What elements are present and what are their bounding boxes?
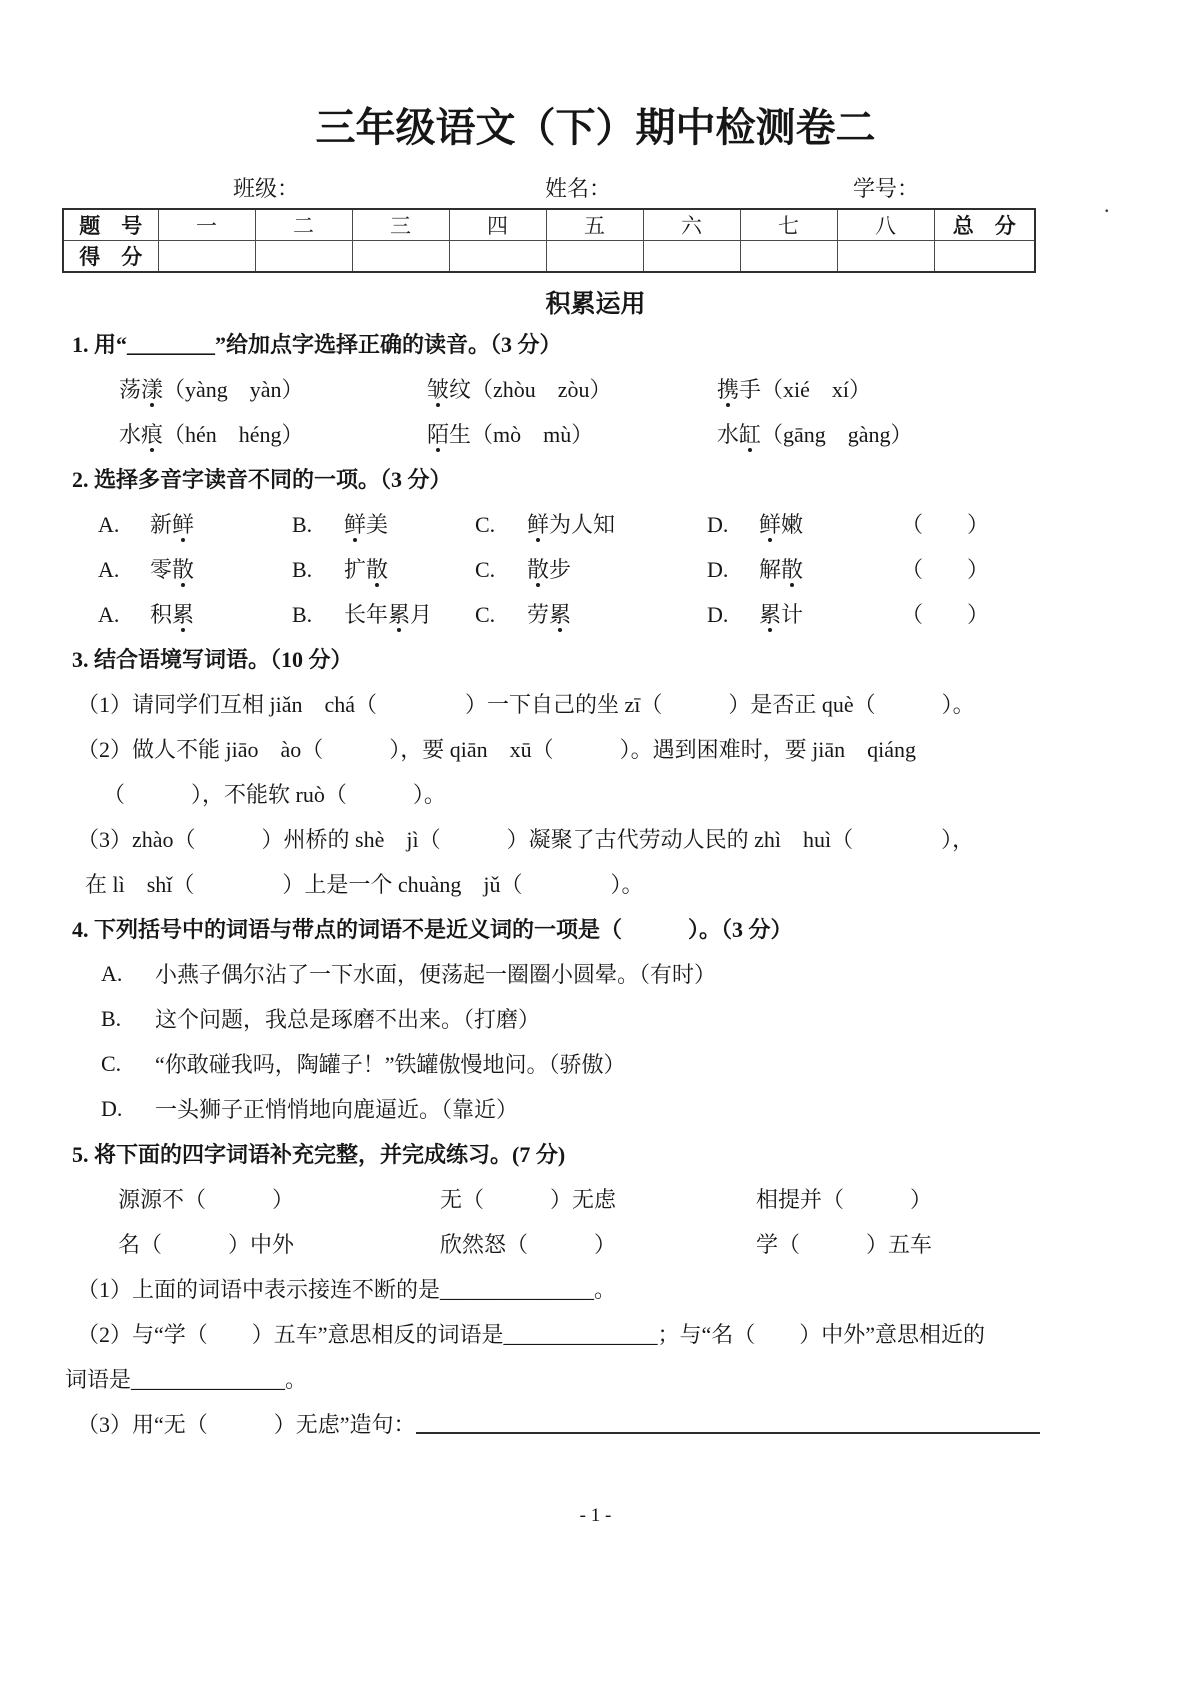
q3-line-1: （1）请同学们互相 jiǎn chá（ ）一下自己的坐 zī（ ）是否正 què（ ）。 xyxy=(77,692,975,717)
option-text: 这个问题，我总是琢磨不出来。（打磨） xyxy=(155,1007,541,1032)
option-item xyxy=(475,598,707,629)
q2-row-1 xyxy=(98,501,1126,546)
q4-option-c xyxy=(101,1041,1126,1086)
word-before: 积 xyxy=(150,602,173,627)
dotted-char: 缸 xyxy=(739,422,762,447)
score-label: 得 分 xyxy=(63,241,158,273)
word-before: 零 xyxy=(150,557,173,582)
word-after: 步 xyxy=(549,557,572,582)
score-table-score-row xyxy=(63,241,1035,273)
dotted-char: 累 xyxy=(759,602,782,627)
score-cell xyxy=(934,241,1035,273)
word-after: 纹（zhòu zòu） xyxy=(449,377,612,402)
option-item xyxy=(292,553,475,584)
option-item xyxy=(707,553,901,584)
dotted-char: 鲜 xyxy=(172,512,195,537)
q3-line-3-cont: 在 lì shǐ（ ）上是一个 chuàng jǔ（ ）。 xyxy=(85,872,644,897)
dotted-char: 累 xyxy=(549,602,572,627)
option-label: D. xyxy=(707,602,729,627)
q5-sub-2-cont: 词语是______________。 xyxy=(65,1367,308,1392)
idiom-item: 欣然怒（ ） xyxy=(440,1232,617,1257)
word-before: 解 xyxy=(759,557,782,582)
q3-line-3: （3）zhào（ ）州桥的 shè jì（ ）凝聚了古代劳动人民的 zhì huì（ ）， xyxy=(77,827,975,852)
word-after: 手（xié xí） xyxy=(739,377,872,402)
q5-sub-3-prefix: （3）用“无（ ）无虑”造句： xyxy=(77,1412,416,1437)
word-before: 新 xyxy=(150,512,173,537)
dotted-char: 散 xyxy=(527,557,550,582)
q5-sub-2: （2）与“学（ ）五车”意思相反的词语是______________；与“名（ ）中外”意思相近的 xyxy=(77,1322,986,1347)
question-area xyxy=(0,321,1191,1446)
question-col-7: 七 xyxy=(740,209,837,241)
option-text: “你敢碰我吗，陶罐子！”铁罐傲慢地问。（骄傲） xyxy=(155,1052,626,1077)
word-before: 荡 xyxy=(119,377,142,402)
option-item xyxy=(292,508,475,539)
q3-line-2-cont: （ ），不能软 ruò（ ）。 xyxy=(103,782,446,807)
option-label: D. xyxy=(707,512,729,537)
answer-bracket: （ ） xyxy=(901,557,990,582)
name-label: 姓名： xyxy=(545,176,612,201)
word-after: 生（mò mù） xyxy=(449,422,594,447)
dotted-char: 鲜 xyxy=(344,512,367,537)
option-label: D. xyxy=(101,1095,123,1121)
dotted-char: 携 xyxy=(717,377,740,402)
answer-bracket: （ ） xyxy=(901,512,990,537)
option-label: A. xyxy=(98,512,120,537)
word-after: （yàng yàn） xyxy=(163,377,304,402)
q5-header: 5. 将下面的四字词语补充完整，并完成练习。(7 分) xyxy=(72,1142,566,1167)
word-after: 计 xyxy=(781,602,804,627)
idiom-item: 源源不（ ） xyxy=(118,1187,295,1212)
option-label: C. xyxy=(101,1050,122,1076)
option-label: A. xyxy=(98,557,120,582)
total-score-col: 总 分 xyxy=(934,209,1035,241)
dotted-char: 皱 xyxy=(427,377,450,402)
option-item xyxy=(292,598,475,629)
q2-row-2 xyxy=(98,546,1126,591)
word-after: （gāng gàng） xyxy=(761,422,913,447)
idiom-item: 无（ ）无虑 xyxy=(440,1187,617,1212)
dotted-char: 鲜 xyxy=(527,512,550,537)
q4-option-b xyxy=(101,996,1126,1041)
page-number: - 1 - xyxy=(579,1505,612,1526)
dotted-char: 鲜 xyxy=(759,512,782,537)
score-table-header-row xyxy=(63,209,1035,241)
q2-header: 2. 选择多音字读音不同的一项。（3 分） xyxy=(72,467,452,492)
question-number-label: 题 号 xyxy=(63,209,158,241)
question-col-2: 二 xyxy=(255,209,352,241)
option-item xyxy=(98,598,292,629)
word-after: 美 xyxy=(366,512,389,537)
question-col-4: 四 xyxy=(449,209,546,241)
q4-option-a xyxy=(101,951,1126,996)
dotted-char: 累 xyxy=(388,602,411,627)
word-before: 水 xyxy=(717,422,740,447)
q5-idiom-row-2 xyxy=(118,1221,1126,1266)
option-label: B. xyxy=(292,557,313,582)
q1-row-1 xyxy=(119,366,1126,411)
pinyin-item xyxy=(119,373,427,404)
class-label: 班级： xyxy=(233,176,300,201)
word-before: 长年 xyxy=(344,602,389,627)
q1-header: 1. 用“________”给加点字选择正确的读音。（3 分） xyxy=(72,332,562,357)
score-cell xyxy=(352,241,449,273)
idiom-item: 学（ ）五车 xyxy=(756,1232,933,1257)
idiom-item: 相提并（ ） xyxy=(756,1187,933,1212)
student-no-label: 学号： xyxy=(853,176,920,201)
option-text: 小燕子偶尔沾了一下水面，便荡起一圈圈小圆晕。（有时） xyxy=(155,962,717,987)
score-cell xyxy=(643,241,740,273)
dotted-char: 散 xyxy=(172,557,195,582)
option-item xyxy=(707,508,901,539)
question-col-6: 六 xyxy=(643,209,740,241)
pinyin-item xyxy=(427,418,717,449)
q2-row-3 xyxy=(98,591,1126,636)
word-before: 水 xyxy=(119,422,142,447)
student-info-row xyxy=(0,172,1191,204)
question-col-1: 一 xyxy=(158,209,255,241)
question-col-3: 三 xyxy=(352,209,449,241)
dotted-char: 散 xyxy=(781,557,804,582)
pinyin-item xyxy=(717,373,871,404)
question-col-8: 八 xyxy=(837,209,934,241)
dotted-char: 痕 xyxy=(141,422,164,447)
option-item xyxy=(475,553,707,584)
score-table xyxy=(62,208,1036,273)
q4-header: 4. 下列括号中的词语与带点的词语不是近义词的一项是（ ）。（3 分） xyxy=(72,917,793,942)
dotted-char: 漾 xyxy=(141,377,164,402)
score-cell xyxy=(837,241,934,273)
pinyin-item xyxy=(119,418,427,449)
option-label: B. xyxy=(292,512,313,537)
score-cell xyxy=(158,241,255,273)
option-text: 一头狮子正悄悄地向鹿逼近。（靠近） xyxy=(155,1097,519,1122)
score-cell xyxy=(449,241,546,273)
option-label: A. xyxy=(98,602,120,627)
score-cell xyxy=(740,241,837,273)
dotted-char: 累 xyxy=(172,602,195,627)
section-title: 积累运用 xyxy=(545,291,646,318)
dotted-char: 陌 xyxy=(427,422,450,447)
long-answer-line xyxy=(416,1432,1040,1434)
option-item xyxy=(98,508,292,539)
option-label: A. xyxy=(101,960,123,986)
dotted-char: 散 xyxy=(366,557,389,582)
idiom-item: 名（ ）中外 xyxy=(118,1232,295,1257)
page-title: 三年级语文（下）期中检测卷二 xyxy=(315,105,876,150)
word-after: 月 xyxy=(410,602,433,627)
option-item xyxy=(98,553,292,584)
word-after: 嫩 xyxy=(781,512,804,537)
score-cell xyxy=(255,241,352,273)
option-item xyxy=(475,508,707,539)
pinyin-item xyxy=(717,418,913,449)
q1-row-2 xyxy=(119,411,1126,456)
q5-sub-1: （1）上面的词语中表示接连不断的是______________。 xyxy=(77,1277,617,1302)
q5-sub-3 xyxy=(77,1401,1126,1446)
answer-bracket: （ ） xyxy=(901,602,990,627)
pinyin-item xyxy=(427,373,717,404)
stray-dot-mark: . xyxy=(1104,192,1110,217)
option-label: C. xyxy=(475,557,496,582)
word-after: 为人知 xyxy=(549,512,616,537)
word-before: 扩 xyxy=(344,557,367,582)
question-col-5: 五 xyxy=(546,209,643,241)
q5-idiom-row-1 xyxy=(118,1176,1126,1221)
score-cell xyxy=(546,241,643,273)
q3-line-2: （2）做人不能 jiāo ào（ ），要 qiān xū（ ）。遇到困难时，要 jiān qiáng xyxy=(77,737,916,762)
option-label: B. xyxy=(292,602,313,627)
word-after: （hén héng） xyxy=(163,422,304,447)
option-label: C. xyxy=(475,512,496,537)
option-label: D. xyxy=(707,557,729,582)
q3-header: 3. 结合语境写词语。（10 分） xyxy=(72,647,353,672)
word-before: 劳 xyxy=(527,602,550,627)
option-label: C. xyxy=(475,602,496,627)
q4-option-d xyxy=(101,1086,1126,1131)
option-item xyxy=(707,598,901,629)
option-label: B. xyxy=(101,1005,122,1031)
